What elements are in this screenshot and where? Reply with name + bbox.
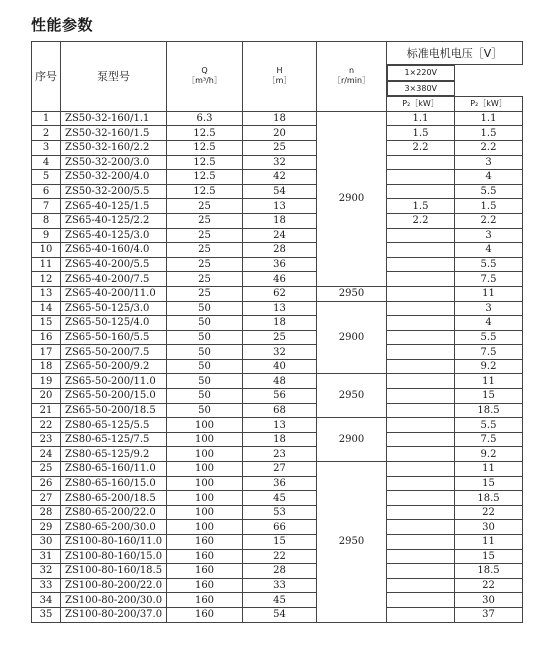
cell-head: 25 (243, 140, 317, 155)
cell-power-three: 4 (455, 243, 523, 258)
header-model: 泵型号 (61, 42, 167, 112)
cell-head: 33 (243, 578, 317, 593)
performance-table (31, 41, 523, 623)
cell-flow: 12.5 (167, 170, 243, 185)
table-row (32, 374, 523, 389)
cell-flow: 50 (167, 301, 243, 316)
cell-power-three: 9.2 (455, 359, 523, 374)
cell-model: ZS100-80-200/30.0 (61, 593, 167, 608)
cell-flow: 100 (167, 520, 243, 535)
cell-power-three: 18.5 (455, 491, 523, 506)
table-row (32, 126, 523, 141)
cell-power-three: 1.5 (455, 199, 523, 214)
cell-flow: 12.5 (167, 155, 243, 170)
cell-model: ZS50-32-200/5.5 (61, 184, 167, 199)
cell-flow: 25 (167, 257, 243, 272)
table-row (32, 330, 523, 345)
cell-flow: 50 (167, 359, 243, 374)
cell-model: ZS65-50-200/18.5 (61, 403, 167, 418)
cell-power-single: 1.5 (387, 199, 455, 214)
cell-power-three: 11 (455, 462, 523, 477)
cell-power-single (387, 462, 455, 477)
cell-model: ZS80-65-125/9.2 (61, 447, 167, 462)
cell-power-three: 37 (455, 607, 523, 622)
table-row (32, 564, 523, 579)
cell-flow: 50 (167, 403, 243, 418)
cell-flow: 25 (167, 213, 243, 228)
cell-index: 14 (32, 301, 61, 316)
cell-flow: 100 (167, 476, 243, 491)
cell-index: 6 (32, 184, 61, 199)
cell-index: 32 (32, 564, 61, 579)
cell-index: 2 (32, 126, 61, 141)
cell-index: 31 (32, 549, 61, 564)
cell-flow: 160 (167, 535, 243, 550)
table-row (32, 140, 523, 155)
table-row (32, 184, 523, 199)
cell-speed: 2900 (317, 301, 387, 374)
cell-head: 28 (243, 243, 317, 258)
cell-head: 36 (243, 476, 317, 491)
cell-power-three: 5.5 (455, 184, 523, 199)
cell-power-three: 15 (455, 549, 523, 564)
header-q (167, 42, 243, 112)
cell-flow: 25 (167, 243, 243, 258)
cell-power-single (387, 432, 455, 447)
cell-power-single (387, 564, 455, 579)
cell-model: ZS65-40-200/11.0 (61, 286, 167, 301)
table-row (32, 199, 523, 214)
header-h-symbol: H (276, 66, 283, 76)
cell-flow: 100 (167, 432, 243, 447)
cell-model: ZS65-50-200/15.0 (61, 389, 167, 404)
cell-index: 34 (32, 593, 61, 608)
cell-power-three: 22 (455, 578, 523, 593)
table-row (32, 418, 523, 433)
table-row (32, 345, 523, 360)
cell-head: 32 (243, 155, 317, 170)
cell-flow: 160 (167, 593, 243, 608)
cell-power-single (387, 447, 455, 462)
table-row (32, 432, 523, 447)
cell-speed: 2950 (317, 462, 387, 623)
cell-index: 10 (32, 243, 61, 258)
cell-power-single (387, 330, 455, 345)
cell-power-single (387, 170, 455, 185)
cell-model: ZS65-40-200/5.5 (61, 257, 167, 272)
cell-head: 23 (243, 447, 317, 462)
table-row (32, 111, 523, 126)
cell-flow: 100 (167, 491, 243, 506)
cell-power-single (387, 155, 455, 170)
table-row (32, 549, 523, 564)
cell-power-three: 15 (455, 389, 523, 404)
cell-flow: 6.3 (167, 111, 243, 126)
cell-head: 32 (243, 345, 317, 360)
cell-flow: 25 (167, 199, 243, 214)
cell-power-three: 15 (455, 476, 523, 491)
cell-power-single (387, 228, 455, 243)
header-three-phase: 3×380V (387, 81, 455, 97)
cell-power-three: 11 (455, 374, 523, 389)
cell-power-three: 2.2 (455, 140, 523, 155)
cell-head: 53 (243, 505, 317, 520)
cell-head: 68 (243, 403, 317, 418)
cell-model: ZS100-80-160/11.0 (61, 535, 167, 550)
table-row (32, 403, 523, 418)
cell-flow: 12.5 (167, 126, 243, 141)
cell-index: 23 (32, 432, 61, 447)
cell-model: ZS100-80-160/18.5 (61, 564, 167, 579)
table-row (32, 491, 523, 506)
cell-power-three: 5.5 (455, 330, 523, 345)
cell-power-single: 1.1 (387, 111, 455, 126)
cell-head: 46 (243, 272, 317, 287)
cell-flow: 50 (167, 374, 243, 389)
cell-index: 26 (32, 476, 61, 491)
cell-power-three: 9.2 (455, 447, 523, 462)
cell-head: 54 (243, 607, 317, 622)
cell-index: 29 (32, 520, 61, 535)
cell-speed: 2950 (317, 286, 387, 301)
cell-power-three: 3 (455, 301, 523, 316)
cell-flow: 50 (167, 345, 243, 360)
cell-index: 25 (32, 462, 61, 477)
cell-speed: 2950 (317, 374, 387, 418)
cell-index: 5 (32, 170, 61, 185)
cell-model: ZS65-40-125/2.2 (61, 213, 167, 228)
cell-power-single: 2.2 (387, 140, 455, 155)
cell-power-single (387, 476, 455, 491)
table-row (32, 462, 523, 477)
cell-flow: 12.5 (167, 140, 243, 155)
cell-head: 15 (243, 535, 317, 550)
cell-model: ZS80-65-160/11.0 (61, 462, 167, 477)
cell-model: ZS50-32-160/2.2 (61, 140, 167, 155)
table-row (32, 286, 523, 301)
cell-model: ZS100-80-200/37.0 (61, 607, 167, 622)
cell-model: ZS65-50-200/9.2 (61, 359, 167, 374)
table-row (32, 155, 523, 170)
cell-model: ZS65-40-200/7.5 (61, 272, 167, 287)
cell-model: ZS50-32-200/3.0 (61, 155, 167, 170)
cell-speed: 2900 (317, 111, 387, 286)
cell-power-single (387, 345, 455, 360)
header-power-single: P₂［kW］ (387, 97, 455, 112)
cell-model: ZS65-50-125/4.0 (61, 316, 167, 331)
cell-head: 54 (243, 184, 317, 199)
cell-head: 18 (243, 316, 317, 331)
cell-power-single: 2.2 (387, 213, 455, 228)
cell-head: 20 (243, 126, 317, 141)
cell-power-single (387, 359, 455, 374)
cell-index: 17 (32, 345, 61, 360)
table-row (32, 505, 523, 520)
cell-head: 24 (243, 228, 317, 243)
cell-head: 22 (243, 549, 317, 564)
header-voltage: 标准电机电压［V］ (387, 42, 523, 65)
cell-power-single (387, 593, 455, 608)
table-row (32, 170, 523, 185)
cell-power-three: 22 (455, 505, 523, 520)
table-row (32, 389, 523, 404)
cell-power-single (387, 184, 455, 199)
cell-head: 45 (243, 491, 317, 506)
cell-index: 11 (32, 257, 61, 272)
cell-head: 66 (243, 520, 317, 535)
header-index: 序号 (32, 42, 61, 112)
cell-index: 1 (32, 111, 61, 126)
cell-power-single (387, 549, 455, 564)
cell-head: 27 (243, 462, 317, 477)
cell-power-single (387, 578, 455, 593)
cell-index: 33 (32, 578, 61, 593)
cell-power-three: 3 (455, 155, 523, 170)
cell-flow: 100 (167, 447, 243, 462)
cell-flow: 50 (167, 316, 243, 331)
table-row (32, 272, 523, 287)
cell-power-three: 4 (455, 170, 523, 185)
cell-index: 27 (32, 491, 61, 506)
cell-power-single (387, 403, 455, 418)
cell-head: 13 (243, 418, 317, 433)
cell-power-three: 7.5 (455, 272, 523, 287)
table-body (32, 111, 523, 622)
cell-model: ZS50-32-160/1.1 (61, 111, 167, 126)
cell-head: 18 (243, 432, 317, 447)
cell-index: 18 (32, 359, 61, 374)
cell-power-single (387, 257, 455, 272)
cell-model: ZS80-65-200/30.0 (61, 520, 167, 535)
cell-index: 13 (32, 286, 61, 301)
cell-index: 21 (32, 403, 61, 418)
cell-power-three: 1.5 (455, 126, 523, 141)
cell-power-single (387, 286, 455, 301)
cell-model: ZS80-65-160/15.0 (61, 476, 167, 491)
cell-flow: 160 (167, 564, 243, 579)
cell-index: 16 (32, 330, 61, 345)
cell-power-single (387, 301, 455, 316)
cell-power-single (387, 272, 455, 287)
cell-power-single (387, 374, 455, 389)
cell-index: 20 (32, 389, 61, 404)
cell-power-single (387, 505, 455, 520)
cell-model: ZS100-80-160/15.0 (61, 549, 167, 564)
cell-power-three: 11 (455, 535, 523, 550)
cell-power-three: 7.5 (455, 345, 523, 360)
cell-power-single (387, 389, 455, 404)
cell-model: ZS65-40-125/1.5 (61, 199, 167, 214)
cell-flow: 50 (167, 389, 243, 404)
cell-power-single (387, 491, 455, 506)
cell-power-three: 11 (455, 286, 523, 301)
cell-index: 3 (32, 140, 61, 155)
cell-power-single (387, 535, 455, 550)
cell-power-three: 5.5 (455, 418, 523, 433)
cell-index: 15 (32, 316, 61, 331)
table-row (32, 520, 523, 535)
cell-flow: 160 (167, 607, 243, 622)
cell-index: 28 (32, 505, 61, 520)
cell-model: ZS80-65-200/18.5 (61, 491, 167, 506)
table-row (32, 607, 523, 622)
table-row (32, 535, 523, 550)
cell-power-three: 7.5 (455, 432, 523, 447)
cell-flow: 50 (167, 330, 243, 345)
cell-head: 42 (243, 170, 317, 185)
cell-model: ZS80-65-125/7.5 (61, 432, 167, 447)
header-q-symbol: Q (201, 66, 208, 76)
header-h-unit: ［m］ (267, 76, 292, 86)
header-n (317, 42, 387, 112)
cell-head: 62 (243, 286, 317, 301)
cell-flow: 25 (167, 286, 243, 301)
header-q-unit: ［m³/h］ (187, 76, 222, 86)
cell-power-three: 3 (455, 228, 523, 243)
cell-flow: 160 (167, 578, 243, 593)
table-row (32, 257, 523, 272)
cell-flow: 100 (167, 418, 243, 433)
cell-head: 36 (243, 257, 317, 272)
cell-head: 25 (243, 330, 317, 345)
cell-model: ZS100-80-200/22.0 (61, 578, 167, 593)
cell-index: 22 (32, 418, 61, 433)
cell-index: 30 (32, 535, 61, 550)
cell-flow: 100 (167, 505, 243, 520)
table-row (32, 578, 523, 593)
cell-model: ZS65-50-200/7.5 (61, 345, 167, 360)
cell-index: 35 (32, 607, 61, 622)
cell-model: ZS65-50-160/5.5 (61, 330, 167, 345)
cell-head: 18 (243, 213, 317, 228)
cell-power-three: 30 (455, 593, 523, 608)
table-row (32, 228, 523, 243)
cell-index: 24 (32, 447, 61, 462)
cell-head: 56 (243, 389, 317, 404)
table-row (32, 316, 523, 331)
cell-power-three: 18.5 (455, 403, 523, 418)
cell-power-single (387, 243, 455, 258)
cell-power-three: 4 (455, 316, 523, 331)
cell-flow: 25 (167, 228, 243, 243)
cell-flow: 25 (167, 272, 243, 287)
cell-flow: 160 (167, 549, 243, 564)
cell-head: 45 (243, 593, 317, 608)
cell-head: 13 (243, 301, 317, 316)
cell-power-single: 1.5 (387, 126, 455, 141)
cell-head: 28 (243, 564, 317, 579)
cell-index: 19 (32, 374, 61, 389)
cell-power-single (387, 520, 455, 535)
cell-model: ZS65-50-125/3.0 (61, 301, 167, 316)
header-power-three: P₂［kW］ (455, 97, 523, 112)
cell-index: 8 (32, 213, 61, 228)
cell-model: ZS50-32-160/1.5 (61, 126, 167, 141)
header-n-symbol: n (348, 66, 355, 76)
cell-power-three: 18.5 (455, 564, 523, 579)
table-row (32, 476, 523, 491)
table-row (32, 359, 523, 374)
table-row (32, 301, 523, 316)
cell-index: 9 (32, 228, 61, 243)
cell-head: 18 (243, 111, 317, 126)
section-title: 性能参数 (31, 16, 94, 34)
cell-power-single (387, 418, 455, 433)
table-row (32, 593, 523, 608)
header-n-unit: ［r/min］ (332, 76, 371, 86)
cell-model: ZS65-40-125/3.0 (61, 228, 167, 243)
cell-speed: 2900 (317, 418, 387, 462)
cell-power-three: 5.5 (455, 257, 523, 272)
cell-model: ZS80-65-125/5.5 (61, 418, 167, 433)
header-single-phase: 1×220V (387, 65, 455, 81)
cell-model: ZS80-65-200/22.0 (61, 505, 167, 520)
cell-power-three: 1.1 (455, 111, 523, 126)
cell-flow: 12.5 (167, 184, 243, 199)
table-row (32, 243, 523, 258)
cell-head: 40 (243, 359, 317, 374)
cell-model: ZS65-50-200/11.0 (61, 374, 167, 389)
cell-index: 12 (32, 272, 61, 287)
cell-power-single (387, 607, 455, 622)
cell-power-three: 2.2 (455, 213, 523, 228)
header-h (243, 42, 317, 112)
cell-flow: 100 (167, 462, 243, 477)
cell-index: 7 (32, 199, 61, 214)
table-row (32, 213, 523, 228)
cell-head: 48 (243, 374, 317, 389)
cell-index: 4 (32, 155, 61, 170)
cell-model: ZS50-32-200/4.0 (61, 170, 167, 185)
cell-head: 13 (243, 199, 317, 214)
cell-model: ZS65-40-160/4.0 (61, 243, 167, 258)
table-row (32, 447, 523, 462)
cell-power-single (387, 316, 455, 331)
cell-power-three: 30 (455, 520, 523, 535)
